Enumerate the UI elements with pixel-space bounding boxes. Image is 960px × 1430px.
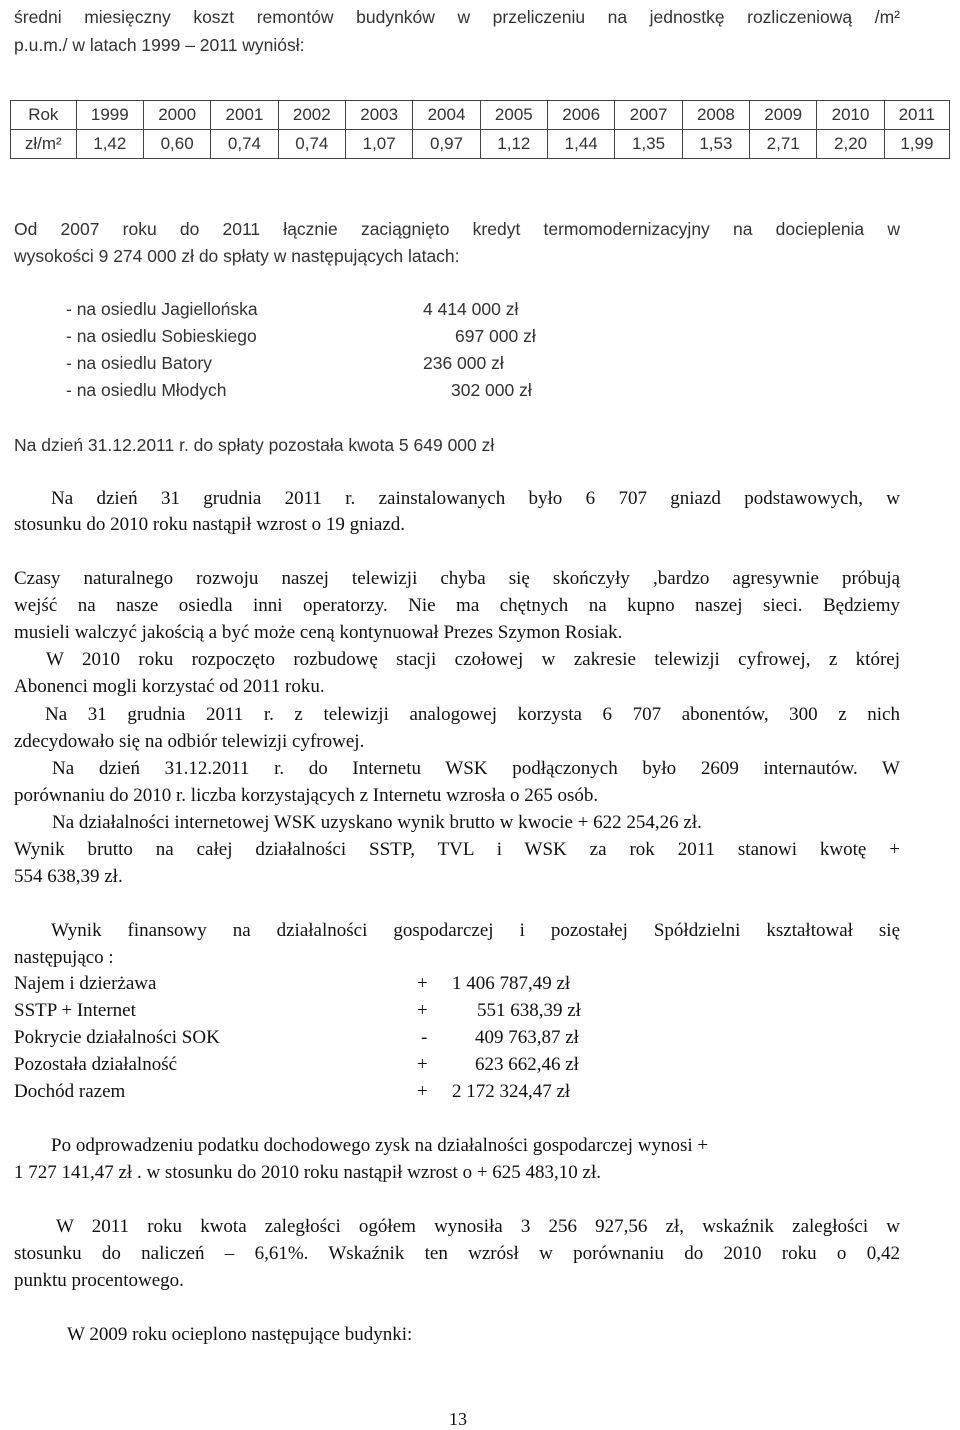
tax-line-2: 1 727 141,47 zł . w stosunku do 2010 roku nastąpił wzrost o + 625 483,10 zł. [14, 1162, 602, 1183]
table-cell: 1,07 [345, 130, 412, 159]
table-cell: 2009 [750, 101, 817, 130]
table-cell: 1,42 [76, 130, 143, 159]
table-cell: 2,20 [817, 130, 884, 159]
table-cell: 1,35 [615, 130, 682, 159]
tax-line-1: Po odprowadzeniu podatku dochodowego zysk na działalności gospodarczej wynosi + [51, 1135, 709, 1156]
table-cell: Rok [11, 101, 77, 130]
paragraph-line: 554 638,39 zł. [14, 866, 123, 887]
paragraph-line: Abonenci mogli korzystać od 2011 roku. [14, 676, 325, 697]
table-cell: 0,74 [211, 130, 278, 159]
financial-row-amount: 623 662,46 zł [475, 1054, 579, 1075]
credit-item-amount: 697 000 zł [455, 326, 536, 346]
intro-line-1: średni miesięczny koszt remontów budynków w przeliczeniu na jednostkę rozliczeniową /m² [14, 7, 900, 27]
credit-item-amount: 4 414 000 zł [423, 299, 519, 319]
table-cell: 2005 [480, 101, 547, 130]
table-header-row [11, 101, 950, 130]
paragraph-line: porównaniu do 2010 r. liczba korzystających z Internetu wzrosła o 265 osób. [14, 785, 599, 806]
table-cell: 1,12 [480, 130, 547, 159]
financial-row-amount: 2 172 324,47 zł [452, 1081, 571, 1102]
table-cell: 2001 [211, 101, 278, 130]
financial-row-amount: 409 763,87 zł [475, 1027, 579, 1048]
financial-row-sign: + [417, 973, 428, 994]
financial-row-amount: 1 406 787,49 zł [452, 973, 571, 994]
table-cell: 2010 [817, 101, 884, 130]
table-cell: 1,44 [548, 130, 615, 159]
table-cell: 0,60 [143, 130, 210, 159]
credit-item-amount: 302 000 zł [451, 380, 532, 400]
table-cell: 2006 [548, 101, 615, 130]
financial-row-sign: + [417, 1000, 428, 1021]
table-cell: zł/m² [11, 130, 77, 159]
arrears-line-2: stosunku do naliczeń – 6,61%. Wskaźnik ten wzrósł w porównaniu do 2010 roku o 0,42 [14, 1243, 900, 1264]
credit-item-label: - na osiedlu Młodych [66, 380, 227, 400]
table-cell: 0,97 [413, 130, 480, 159]
credit-item-label: - na osiedlu Batory [66, 353, 212, 373]
financial-intro-line-2: następująco : [14, 947, 114, 968]
financial-row-sign: + [417, 1054, 428, 1075]
table-cell: 2003 [345, 101, 412, 130]
financial-row-label: SSTP + Internet [14, 1000, 136, 1021]
paragraph-line: Na działalności internetowej WSK uzyskano wynik brutto w kwocie + 622 254,26 zł. [52, 812, 702, 833]
credit-line-1: Od 2007 roku do 2011 łącznie zaciągnięto kredyt termomodernizacyjny na docieplenia w [14, 219, 900, 239]
intro-line-2: p.u.m./ w latach 1999 – 2011 wyniósł: [14, 35, 305, 55]
financial-row-sign: - [421, 1027, 428, 1048]
paragraph-line: zdecydowało się na odbiór telewizji cyfrowej. [14, 731, 365, 752]
arrears-line-1: W 2011 roku kwota zaległości ogółem wynosiła 3 256 927,56 zł, wskaźnik zaległości w [56, 1216, 900, 1237]
tv-nests-line-2: stosunku do 2010 roku nastąpił wzrost o 19 gniazd. [14, 514, 406, 535]
financial-row-label: Pozostała działalność [14, 1054, 178, 1075]
table-row [11, 130, 950, 159]
paragraph-line: Czasy naturalnego rozwoju naszej telewizji chyba się skończyły ,bardzo agresywnie próbują [14, 568, 900, 589]
page-number: 13 [449, 1409, 467, 1429]
tv-nests-line-1: Na dzień 31 grudnia 2011 r. zainstalowanych było 6 707 gniazd podstawowych, w [51, 488, 900, 509]
financial-row-label: Dochód razem [14, 1081, 126, 1102]
financial-row-amount: 551 638,39 zł [477, 1000, 581, 1021]
credit-remaining: Na dzień 31.12.2011 r. do spłaty pozostała kwota 5 649 000 zł [14, 435, 495, 455]
credit-item-label: - na osiedlu Sobieskiego [66, 326, 257, 346]
financial-row-label: Pokrycie działalności SOK [14, 1027, 220, 1048]
credit-item-label: - na osiedlu Jagiellońska [66, 299, 258, 319]
table-cell: 0,74 [278, 130, 345, 159]
paragraph-line: Na 31 grudnia 2011 r. z telewizji analogowej korzysta 6 707 abonentów, 300 z nich [45, 704, 900, 725]
table-cell: 2,71 [750, 130, 817, 159]
paragraph-line: musieli walczyć jakością a być może ceną kontynuował Prezes Szymon Rosiak. [14, 622, 623, 643]
credit-item-amount: 236 000 zł [423, 353, 504, 373]
table-cell: 1,53 [682, 130, 749, 159]
paragraph-line: Na dzień 31.12.2011 r. do Internetu WSK podłączonych było 2609 internautów. W [52, 758, 900, 779]
financial-intro-line-1: Wynik finansowy na działalności gospodarczej i pozostałej Spółdzielni kształtował się [51, 920, 900, 941]
financial-row-sign: + [417, 1081, 428, 1102]
table-cell: 1,99 [884, 130, 949, 159]
paragraph-line: W 2010 roku rozpoczęto rozbudowę stacji czołowej w zakresie telewizji cyfrowej, z której [46, 649, 900, 670]
arrears-line-3: punktu procentowego. [14, 1270, 184, 1291]
credit-line-2: wysokości 9 274 000 zł do spłaty w następujących latach: [14, 246, 460, 266]
table-cell: 2002 [278, 101, 345, 130]
financial-row-label: Najem i dzierżawa [14, 973, 157, 994]
table-cell: 1999 [76, 101, 143, 130]
table-cell: 2004 [413, 101, 480, 130]
paragraph-line: wejść na nasze osiedla inni operatorzy. Nie ma chętnych na kupno naszej sieci. Będziemy [14, 595, 900, 616]
table-cell: 2008 [682, 101, 749, 130]
table-cell: 2007 [615, 101, 682, 130]
insulation-heading: W 2009 roku ocieplono następujące budynki: [67, 1324, 413, 1345]
paragraph-line: Wynik brutto na całej działalności SSTP, TVL i WSK za rok 2011 stanowi kwotę + [14, 839, 900, 860]
table-cell: 2011 [884, 101, 949, 130]
table-cell: 2000 [143, 101, 210, 130]
repair-cost-table [10, 100, 950, 159]
